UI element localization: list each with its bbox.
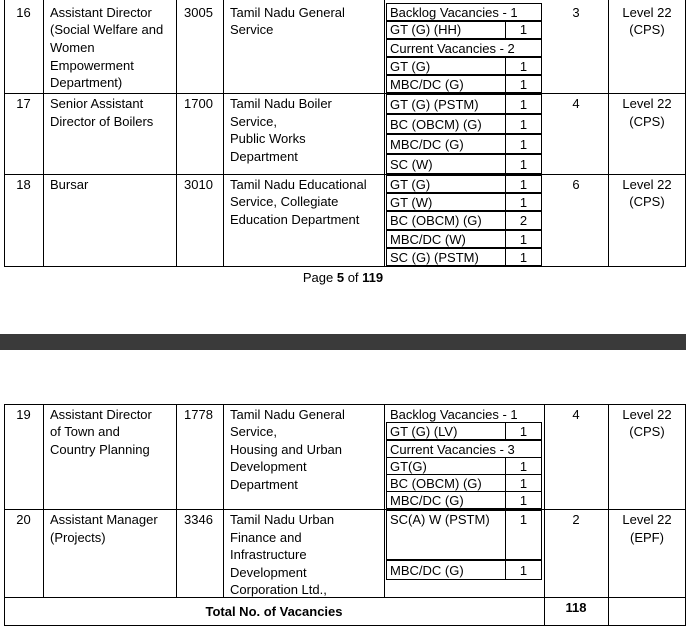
table-border — [176, 0, 177, 267]
page-total: 119 — [362, 270, 384, 285]
total-vacancies: 2 — [572, 512, 580, 527]
total-vacancies: 4 — [572, 96, 580, 111]
post-code: 1700 — [184, 96, 213, 111]
post-code: 3010 — [184, 177, 213, 192]
table-border — [176, 404, 177, 597]
total-vacancies: 3 — [572, 5, 580, 20]
serial-number: 16 — [16, 5, 31, 20]
page-6: 19 Assistant Director of Town and Country Planning 1778 Tamil Nadu General Service, Housing and Urban Development Department Backlog Vacancies - 1 GT (G) (LV) 1 Current Vacancies - 3 GT(G) 1 BC (OBCM) (G) 1 MBC/DC (G) 1 4 Level 22 (CPS) 20 Assistant Manager (Projects) 3346 Tamil Nadu Urban Finance and Infrastructure Development Corporation Ltd., SC(A) W (PSTM) 1 MBC/DC (G) 1 2 Level 22 (EPF) Total No. of Vacancies 118 — [0, 350, 686, 627]
row-separator — [4, 266, 686, 267]
table-border — [43, 0, 44, 267]
post-code: 1778 — [184, 407, 213, 422]
post-code: 3346 — [184, 512, 213, 527]
row-separator — [4, 625, 686, 626]
table-border — [223, 404, 224, 597]
table-border — [43, 404, 44, 597]
row-separator — [4, 509, 686, 510]
grand-total: 118 — [565, 600, 587, 615]
page-number: 5 — [336, 270, 345, 285]
page-footer: Page 5 of 119 — [302, 270, 384, 285]
page-5: 16 Assistant Director (Social Welfare and Women Empowerment Department) 3005 Tamil Nadu General Service Backlog Vacancies - 1 GT (G) (HH) 1 Current Vacancies - 2 GT (G) 1 MBC/DC (G) 1 3 Level 22 (CPS) 17 Senior Assistant Director of Boilers 1700 Tamil Nadu Boiler Service, Public Works Department GT (G) (PSTM) 1 BC (OBCM) (G) 1 MBC/DC (G) 1 SC (W) 1 4 Level 22 (CPS) 18 Bursar 3010 Tamil Nadu Educational Service, Collegiate Education Department GT (G) 1 GT (W) 1 BC (OBCM) (G) 2 MBC/DC (W) 1 SC (G) (PSTM) 1 6 Level 22 (CPS) Page 5 of 119 — [0, 0, 686, 290]
total-vacancies: 6 — [572, 177, 580, 192]
table-border — [384, 404, 385, 597]
serial-number: 20 — [16, 512, 31, 527]
total-label: Total No. of Vacancies — [205, 604, 343, 619]
serial-number: 18 — [16, 177, 31, 192]
row-separator — [4, 93, 686, 94]
table-border — [608, 0, 609, 267]
post-code: 3005 — [184, 5, 213, 20]
total-vacancies: 4 — [572, 407, 580, 422]
table-border — [4, 0, 5, 267]
row-separator — [4, 404, 686, 405]
serial-number: 19 — [16, 407, 31, 422]
table-border — [384, 0, 385, 267]
row-separator — [4, 597, 686, 598]
page-divider — [0, 334, 686, 350]
row-separator — [4, 174, 686, 175]
serial-number: 17 — [16, 96, 31, 111]
table-border — [223, 0, 224, 267]
